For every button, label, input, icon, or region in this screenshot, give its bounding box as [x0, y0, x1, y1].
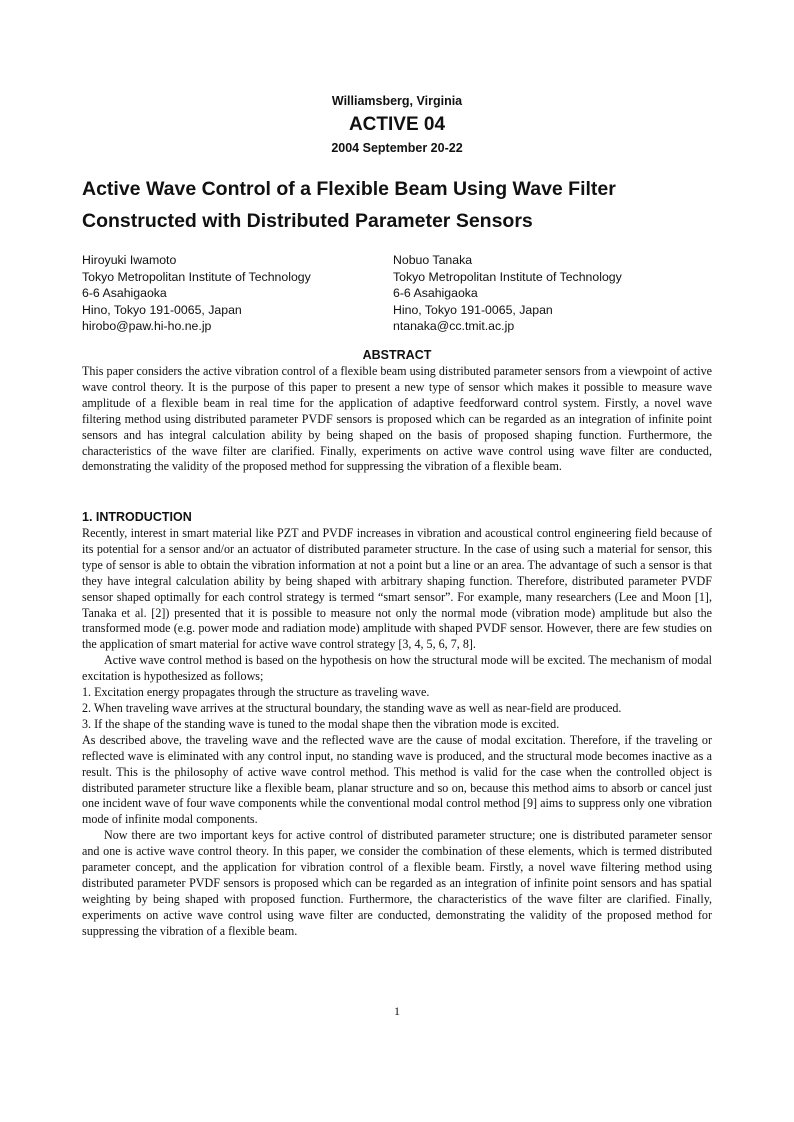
intro-paragraph-3: As described above, the traveling wave and the reflected wave are the cause of modal excitation. Therefore, if the traveling or reflected wave is eliminated with any control input, no standing wave is produced, and the structural mode becomes inactive as a result. This is the philosophy of active wave control method. This method is valid for the case when the controlled object is distributed parameter structure like a flexible beam, planar structure and so on, because this method aims to absorb or cancel just one incident wave of four wave components while the conventional modal control method [9] aims to suppress only one vibration mode of infinite modal components. [82, 732, 712, 827]
author-institution: Tokyo Metropolitan Institute of Technology [393, 269, 622, 284]
author-address-line2: Hino, Tokyo 191-0065, Japan [82, 302, 242, 317]
intro-list-item-1: 1. Excitation energy propagates through the structure as traveling wave. [82, 685, 430, 700]
author-block-2 [393, 252, 622, 335]
author-block-1 [82, 252, 311, 335]
author-institution: Tokyo Metropolitan Institute of Technology [82, 269, 311, 284]
author-email: ntanaka@cc.tmit.ac.jp [393, 319, 515, 333]
paper-title: Active Wave Control of a Flexible Beam Using Wave Filter Constructed with Distributed Parameter Sensors [82, 178, 616, 232]
intro-paragraph-2: Active wave control method is based on the hypothesis on how the structural mode will be excited. The mechanism of modal excitation is hypothesized as follows; [82, 653, 712, 684]
author-name: Hiroyuki Iwamoto [82, 253, 177, 267]
author-address-line1: 6-6 Asahigaoka [82, 286, 167, 300]
introduction-body [82, 526, 712, 940]
author-email: hirobo@paw.hi-ho.ne.jp [82, 319, 212, 333]
page-number: 1 [394, 1004, 400, 1018]
intro-list-item-2: 2. When traveling wave arrives at the structural boundary, the standing wave as well as near-field are produced. [82, 700, 622, 715]
intro-paragraph-4: Now there are two important keys for active control of distributed parameter structure; one is distributed parameter sensor and one is active wave control theory. In this paper, we consider the combination of these elements, which is termed distributed parameter concept, and the application for vibration control of a flexible beam. Firstly, a novel wave filtering method using distributed parameter PVDF sensors is proposed which can be regarded as an integration of infinite point sensors and has spatial weighting by being shaped with proposed function. Furthermore, the characteristics of the wave filter are clarified. Finally, experiments on active wave control using wave filter are conducted, demonstrating the validity of the proposed method for suppressing the vibration of a flexible beam. [82, 828, 712, 938]
conference-date: 2004 September 20-22 [331, 141, 463, 155]
author-address-line1: 6-6 Asahigaoka [393, 286, 478, 300]
abstract-heading: ABSTRACT [362, 348, 432, 362]
conference-name: ACTIVE 04 [348, 114, 446, 135]
conference-header [0, 92, 794, 157]
author-name: Nobuo Tanaka [393, 253, 473, 267]
intro-paragraph-1: Recently, interest in smart material like PZT and PVDF increases in vibration and acoustical control engineering field because of its potential for a sensor and/or an actuator of distributed parameter structure. In the case of using such a material for sensor, this type of sensor is able to obtain the vibration information at not a point but a line or an area. The advantage of such a sensor is that they have integral calculation ability by being shaped with arbitrary shaping function. Therefore, distributed parameter PVDF sensor shaped optimally for each control strategy is termed “smart sensor”. For example, many researchers (Lee and Moon [1], Tanaka et al. [2]) presented that it is possible to measure not only the normal mode (vibration mode) amplitude but also the transformed mode (e.g. power mode and radiation mode) amplitude with shaped PVDF sensor. However, there are few studies on the application of smart material for active wave control strategy [3, 4, 5, 6, 7, 8]. [82, 526, 712, 652]
conference-location: Williamsberg, Virginia [331, 94, 463, 108]
abstract-text: This paper considers the active vibration control of a flexible beam using distributed parameter sensors from a viewpoint of active wave control theory. It is the purpose of this paper to present a new type of sensor which makes it possible to measure wave amplitude of a flexible beam in real time for the application of adaptive feedforward control system. Firstly, a novel wave filtering method using distributed parameter PVDF sensors is proposed which can be regarded as an integration of infinite point sensors and has integral calculation ability by being shaped on the basis of proposed shaping function. Furthermore, the characteristics of the wave filter are clarified. Finally, experiments on active wave control using wave filter are conducted, demonstrating the validity of the proposed method for suppressing the vibration of a flexible beam. [82, 364, 712, 474]
author-address-line2: Hino, Tokyo 191-0065, Japan [393, 302, 553, 317]
intro-list-item-3: 3. If the shape of the standing wave is tuned to the modal shape then the vibration mode is excited. [82, 716, 560, 731]
introduction-heading: 1. INTRODUCTION [82, 510, 192, 524]
